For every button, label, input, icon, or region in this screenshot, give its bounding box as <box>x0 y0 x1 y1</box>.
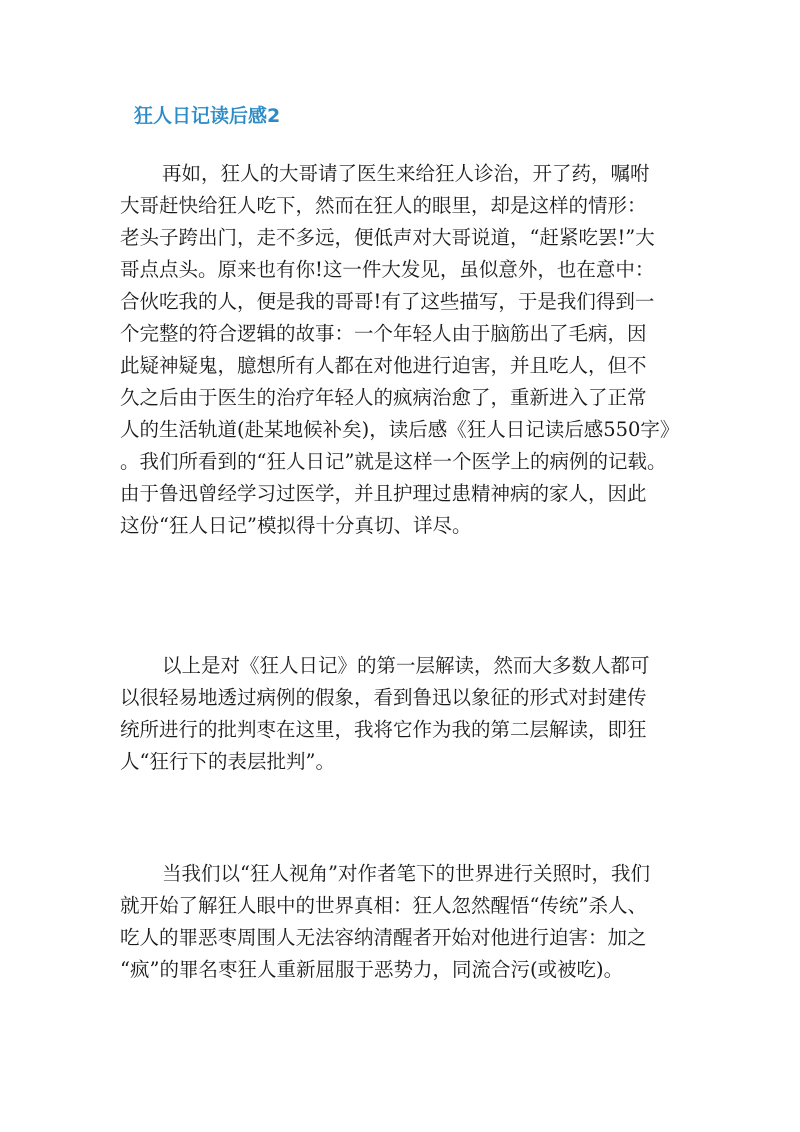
paragraph-line: 以上是对《狂人日记》的第一层解读，然而大多数人都可 <box>162 654 650 677</box>
paragraph-line: 人的生活轨道(赴某地候补矣)，读后感《狂人日记读后感550字》 <box>120 418 680 441</box>
paragraph-line: 这份“狂人日记”模拟得十分真切、详尽。 <box>120 514 472 537</box>
paragraph-line: 人“狂行下的表层批判”。 <box>120 750 335 773</box>
paragraph-line: 合伙吃我的人，便是我的哥哥!有了这些描写，于是我们得到一 <box>120 290 655 313</box>
paragraph-line: 再如，狂人的大哥请了医生来给狂人诊治，开了药，嘱咐 <box>162 162 650 185</box>
paragraph-line: 以很轻易地透过病例的假象，看到鲁迅以象征的形式对封建传 <box>120 686 647 709</box>
paragraph-line: 久之后由于医生的治疗年轻人的疯病治愈了，重新进入了正常 <box>120 386 647 409</box>
paragraph-1 <box>120 158 700 542</box>
paragraph-line: 哥点点头。原来也有你!这一件大发见，虽似意外，也在意中： <box>120 258 655 281</box>
paragraph-line: 此疑神疑鬼，臆想所有人都在对他进行迫害，并且吃人，但不 <box>120 354 647 377</box>
paragraph-line: 就开始了解狂人眼中的世界真相：狂人忽然醒悟“传统”杀人、 <box>120 894 647 917</box>
paragraph-line: 统所进行的批判枣在这里，我将它作为我的第二层解读，即狂 <box>120 718 647 741</box>
paragraph-line: 吃人的罪恶枣周围人无法容纳清醒者开始对他进行迫害：加之 <box>120 926 647 949</box>
paragraph-2 <box>120 650 700 778</box>
paragraph-line: 个完整的符合逻辑的故事：一个年轻人由于脑筋出了毛病，因 <box>120 322 647 345</box>
paragraph-line: 大哥赶快给狂人吃下，然而在狂人的眼里，却是这样的情形： <box>120 194 647 217</box>
document-title: 狂人日记读后感2 <box>134 105 281 127</box>
paragraph-3 <box>120 858 700 986</box>
paragraph-line: 老头子跨出门，走不多远，便低声对大哥说道，“赶紧吃罢!”大 <box>120 226 655 249</box>
paragraph-line: 。我们所看到的“狂人日记”就是这样一个医学上的病例的记载。 <box>120 450 667 473</box>
paragraph-line: 当我们以“狂人视角”对作者笔下的世界进行关照时，我们 <box>162 862 650 885</box>
paragraph-line: 由于鲁迅曾经学习过医学，并且护理过患精神病的家人，因此 <box>120 482 647 505</box>
paragraph-line: “疯”的罪名枣狂人重新屈服于恶势力，同流合污(或被吃)。 <box>120 958 624 981</box>
